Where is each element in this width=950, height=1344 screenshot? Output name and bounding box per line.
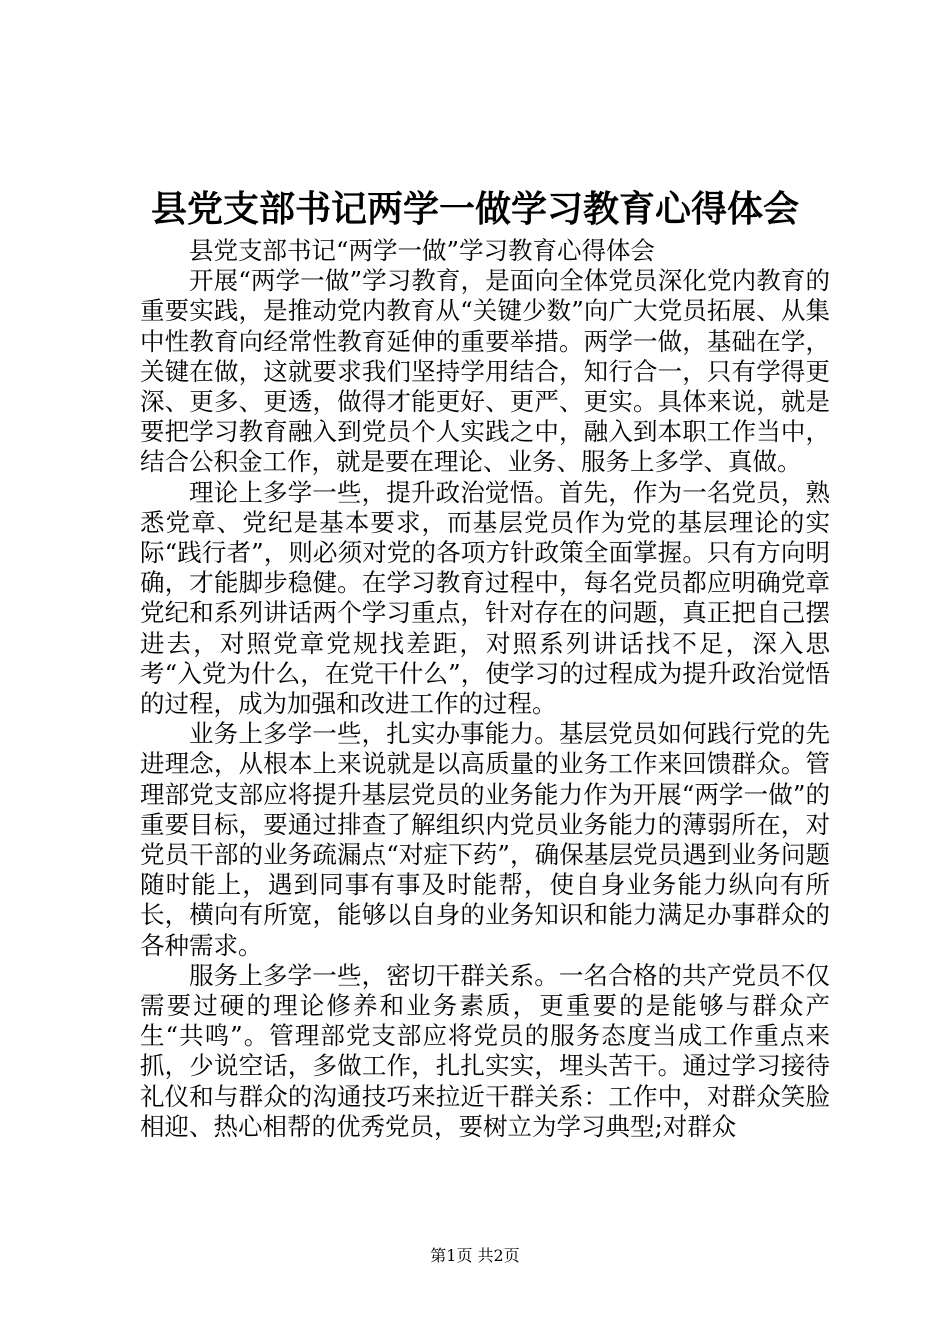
paragraph: 服务上多学一些，密切干群关系。一名合格的共产党员不仅需要过硬的理论修养和业务素质，更重要的是能够与群众产生“共鸣”。管理部党支部应将党员的服务态度当成工作重点来抓，少说空话，多做工作，扎扎实实，埋头苦干。通过学习接待礼仪和与群众的沟通技巧来拉近干群关系：工作中，对群众笑脸相迎、热心相帮的优秀党员，要树立为学习典型;对群众	[140, 960, 830, 1141]
paragraph: 开展“两学一做”学习教育，是面向全体党员深化党内教育的重要实践，是推动党内教育从“关键少数”向广大党员拓展、从集中性教育向经常性教育延伸的重要举措。两学一做，基础在学，关键在做，这就要求我们坚持学用结合，知行合一，只有学得更深、更多、更透，做得才能更好、更严、更实。具体来说，就是要把学习教育融入到党员个人实践之中，融入到本职工作当中，结合公积金工作，就是要在理论、业务、服务上多学、真做。	[140, 266, 830, 477]
document-subtitle: 县党支部书记“两学一做”学习教育心得体会	[189, 236, 656, 265]
document-body	[140, 236, 830, 1142]
paragraph: 业务上多学一些，扎实办事能力。基层党员如何践行党的先进理念，从根本上来说就是以高质量的业务工作来回馈群众。管理部党支部应将提升基层党员的业务能力作为开展“两学一做”的重要目标，要通过排查了解组织内党员业务能力的薄弱所在，对党员干部的业务疏漏点“对症下药”，确保基层党员遇到业务问题随时能上，遇到同事有事及时能帮，使自身业务能力纵向有所长，横向有所宽，能够以自身的业务知识和能力满足办事群众的各种需求。	[140, 719, 830, 960]
paragraph: 理论上多学一些，提升政治觉悟。首先，作为一名党员，熟悉党章、党纪是基本要求，而基层党员作为党的基层理论的实际“践行者”，则必须对党的各项方针政策全面掌握。只有方向明确，才能脚步稳健。在学习教育过程中，每名党员都应明确党章党纪和系列讲话两个学习重点，针对存在的问题，真正把自己摆进去，对照党章党规找差距，对照系列讲话找不足，深入思考“入党为什么，在党干什么”，使学习的过程成为提升政治觉悟的过程，成为加强和改进工作的过程。	[140, 477, 830, 719]
page-number-footer: 第1页 共2页	[430, 1246, 520, 1265]
document-title: 县党支部书记两学一做学习教育心得体会	[150, 188, 799, 230]
